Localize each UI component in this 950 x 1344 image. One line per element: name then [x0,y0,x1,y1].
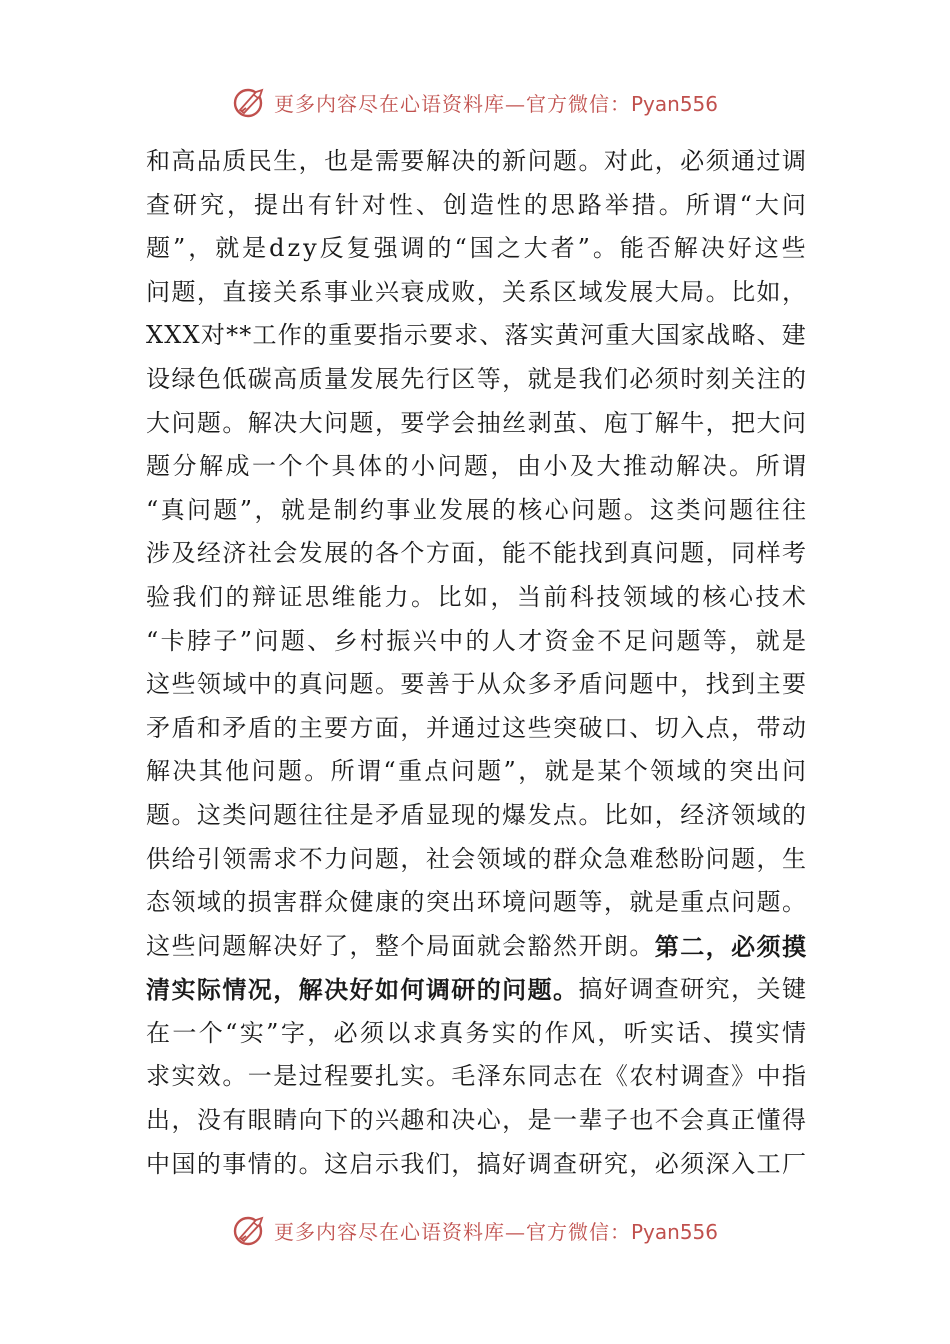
text-line: “ 卡 脖 子 ” 问 题 、 乡 村 振 兴 中 的 人 才 资 金 不 足 问 题 等 ， 就 是 [146,626,806,655]
pen-logo-icon [232,1212,268,1248]
header-banner [0,82,950,122]
text-line: 问 题 ， 直 接 关 系 事 业 兴 衰 成 败 ， 关 系 区 域 发 展 大 局 。 比 如 ， [146,277,806,306]
document-body [146,140,806,1186]
text-line: 出 ， 没 有 眼 睛 向 下 的 兴 趣 和 决 心 ， 是 一 辈 子 也 不 会 真 正 懂 得 [146,1106,806,1135]
text-line: 查 研 究 ， 提 出 有 针 对 性 、 创 造 性 的 思 路 举 措 。 所 谓 “ 大 问 [146,190,806,219]
text-line: 求 实 效 。 一 是 过 程 要 扎 实 。 毛 泽 东 同 志 在 《 农 村 调 查 》 中 指 [146,1062,806,1091]
text-line: 验 我 们 的 辩 证 思 维 能 力 。 比 如 ， 当 前 科 技 领 域 的 核 心 技 术 [146,582,806,611]
text-line: 清 实 际 情 况 ， 解 决 好 如 何 调 研 的 问 题 。 搞 好 调 查 研 究 ， 关 键 [146,975,806,1005]
text-line: 设 绿 色 低 碳 高 质 量 发 展 先 行 区 等 ， 就 是 我 们 必 须 时 刻 关 注 的 [146,364,806,393]
text-line: “ 真 问 题 ” ， 就 是 制 约 事 业 发 展 的 核 心 问 题 。 这 类 问 题 往 往 [146,495,806,524]
banner-text: 更多内容尽在心语资料库—官方微信：Pyan556 [273,91,718,116]
text-line: X X X 对 * * 工 作 的 重 要 指 示 要 求 、 落 实 黄 河 重 大 国 家 战 略 、 建 [146,321,806,350]
text-line: 和 高 品 质 民 生 ， 也 是 需 要 解 决 的 新 问 题 。 对 此 ， 必 须 通 过 调 [146,147,806,175]
text-line: 题 分 解 成 一 个 个 具 体 的 小 问 题 ， 由 小 及 大 推 动 解 决 。 所 谓 [146,452,806,481]
text-line: 题 。 这 类 问 题 往 往 是 矛 盾 显 现 的 爆 发 点 。 比 如 ， 经 济 领 域 的 [146,800,806,829]
wechat-id: Pyan556 [630,1219,718,1244]
wechat-id: Pyan556 [630,91,718,116]
footer-banner [0,1210,950,1250]
text-line: 涉 及 经 济 社 会 发 展 的 各 个 方 面 ， 能 不 能 找 到 真 问 题 ， 同 样 考 [146,539,806,568]
text-line: 这 些 问 题 解 决 好 了 ， 整 个 局 面 就 会 豁 然 开 朗 。 第 二 ， 必 须 摸 [146,931,806,961]
text-line: 中 国 的 事 情 的 。 这 启 示 我 们 ， 搞 好 调 查 研 究 ， 必 须 深 入 工 厂 [146,1149,806,1178]
text-line: 在 一 个 “ 实 ” 字 ， 必 须 以 求 真 务 实 的 作 风 ， 听 实 话 、 摸 实 情 [146,1018,806,1047]
text-line: 解 决 其 他 问 题 。 所 谓 “ 重 点 问 题 ” ， 就 是 某 个 领 域 的 突 出 问 [146,757,806,786]
text-line: 矛 盾 和 矛 盾 的 主 要 方 面 ， 并 通 过 这 些 突 破 口 、 切 入 点 ， 带 动 [146,713,806,742]
text-line: 供 给 引 领 需 求 不 力 问 题 ， 社 会 领 域 的 群 众 急 难 愁 盼 问 题 ， 生 [146,844,806,873]
banner-text: 更多内容尽在心语资料库—官方微信：Pyan556 [273,1219,718,1244]
text-line: 大 问 题 。 解 决 大 问 题 ， 要 学 会 抽 丝 剥 茧 、 庖 丁 解 牛 ， 把 大 问 [146,408,806,437]
text-line: 这 些 领 域 中 的 真 问 题 。 要 善 于 从 众 多 矛 盾 问 题 中 ， 找 到 主 要 [146,670,806,699]
pen-logo-icon [232,84,268,120]
text-line: 题 ” ， 就 是 d z y 反 复 强 调 的 “ 国 之 大 者 ” 。 能 否 解 决 好 这 些 [146,234,806,263]
text-line: 态 领 域 的 损 害 群 众 健 康 的 突 出 环 境 问 题 等 ， 就 是 重 点 问 题 。 [146,888,806,917]
